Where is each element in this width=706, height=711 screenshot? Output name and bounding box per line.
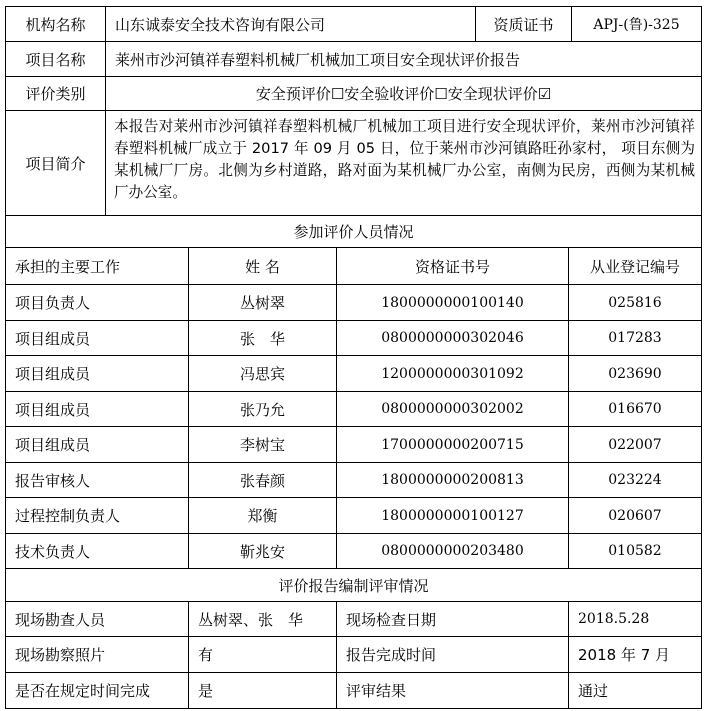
org-value: 山东诚泰安全技术咨询有限公司 — [106, 7, 476, 42]
personnel-cert: 1200000000301092 — [337, 356, 569, 392]
cert-value: APJ-(鲁)-325 — [572, 7, 701, 42]
personnel-role: 报告审核人 — [6, 463, 189, 498]
personnel-section-title: 参加评价人员情况 — [6, 216, 701, 248]
personnel-name: 张 华 — [189, 321, 337, 356]
org-label: 机构名称 — [6, 7, 106, 42]
type-label: 评价类别 — [6, 77, 106, 111]
personnel-name: 张乃允 — [189, 392, 337, 427]
review-value: 2018 年 7 月 — [569, 637, 701, 673]
personnel-reg: 025816 — [569, 285, 701, 321]
personnel-role: 项目组成员 — [6, 427, 189, 463]
personnel-name: 张春颜 — [189, 463, 337, 498]
review-label: 现场勘察照片 — [6, 637, 189, 673]
review-value: 2018.5.28 — [569, 602, 701, 637]
review-value: 丛树翠、张 华 — [189, 602, 337, 637]
personnel-role: 技术负责人 — [6, 534, 189, 569]
personnel-name: 李树宝 — [189, 427, 337, 463]
review-value: 是 — [189, 673, 337, 708]
cert-label: 资质证书 — [476, 7, 572, 42]
personnel-cert: 1700000000200715 — [337, 427, 569, 463]
col-header-name: 姓 名 — [189, 248, 337, 285]
review-label: 报告完成时间 — [337, 637, 569, 673]
col-header-cert: 资格证书号 — [337, 248, 569, 285]
personnel-reg: 022007 — [569, 427, 701, 463]
personnel-reg: 023690 — [569, 356, 701, 392]
personnel-cert: 1800000000200813 — [337, 463, 569, 498]
review-value: 有 — [189, 637, 337, 673]
review-label: 是否在规定时间完成 — [6, 673, 189, 708]
personnel-role: 项目组成员 — [6, 356, 189, 392]
personnel-reg: 010582 — [569, 534, 701, 569]
personnel-role: 项目负责人 — [6, 285, 189, 321]
personnel-name: 丛树翠 — [189, 285, 337, 321]
personnel-cert: 1800000000100140 — [337, 285, 569, 321]
personnel-reg: 020607 — [569, 498, 701, 534]
personnel-cert: 0800000000302002 — [337, 392, 569, 427]
personnel-role: 项目组成员 — [6, 321, 189, 356]
personnel-cert: 0800000000203480 — [337, 534, 569, 569]
personnel-role: 项目组成员 — [6, 392, 189, 427]
intro-label: 项目简介 — [6, 111, 106, 216]
personnel-reg: 023224 — [569, 463, 701, 498]
col-header-reg: 从业登记编号 — [569, 248, 701, 285]
intro-value: 本报告对莱州市沙河镇祥春塑料机械厂机械加工项目进行安全现状评价，莱州市沙河镇祥春塑料机械厂成立于 2017 年 09 月 05 日，位于莱州市沙河镇路旺孙家村， 项目东侧为某机械厂厂房。北侧为乡村道路，路对面为某机械厂办公室，南侧为民房，西侧为某机械厂办公室。 — [106, 111, 701, 216]
personnel-name: 靳兆安 — [189, 534, 337, 569]
type-value: 安全预评价☐安全验收评价☐安全现状评价☑ — [106, 77, 701, 111]
personnel-reg: 016670 — [569, 392, 701, 427]
review-label: 现场检查日期 — [337, 602, 569, 637]
project-label: 项目名称 — [6, 42, 106, 77]
review-section-title: 评价报告编制评审情况 — [6, 569, 701, 602]
personnel-name: 冯思宾 — [189, 356, 337, 392]
personnel-cert: 1800000000100127 — [337, 498, 569, 534]
personnel-reg: 017283 — [569, 321, 701, 356]
personnel-cert: 0800000000302046 — [337, 321, 569, 356]
evaluation-info-table — [5, 6, 702, 709]
col-header-role: 承担的主要工作 — [6, 248, 189, 285]
review-value: 通过 — [578, 682, 609, 700]
project-value: 莱州市沙河镇祥春塑料机械厂机械加工项目安全现状评价报告 — [106, 42, 701, 77]
personnel-name: 郑衡 — [189, 498, 337, 534]
review-label: 现场勘查人员 — [6, 602, 189, 637]
review-label: 评审结果 — [337, 673, 569, 708]
personnel-role: 过程控制负责人 — [6, 498, 189, 534]
